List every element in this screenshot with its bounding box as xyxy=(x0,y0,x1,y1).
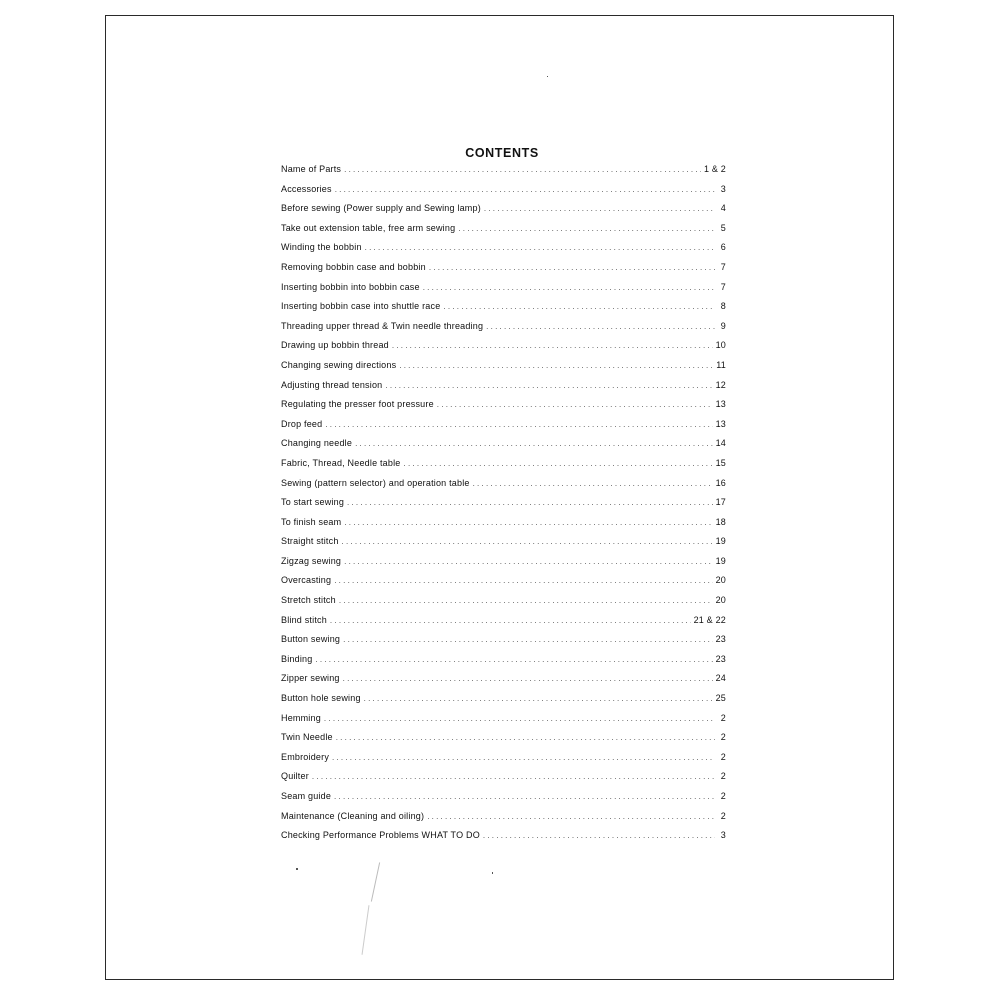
dot-leader xyxy=(312,772,715,781)
toc-entry xyxy=(281,536,726,556)
toc-entry xyxy=(281,360,726,380)
toc-entry-page: 4 xyxy=(720,203,726,214)
toc-entry-page: 17 xyxy=(715,497,726,508)
toc-entry xyxy=(281,282,726,302)
toc-entry-label: Zipper sewing xyxy=(281,673,340,684)
dot-leader xyxy=(342,537,713,546)
toc-entry-page: 8 xyxy=(720,301,726,312)
toc-entry xyxy=(281,184,726,204)
toc-entry-label: Blind stitch xyxy=(281,614,327,625)
dot-leader xyxy=(330,616,691,625)
toc-entry xyxy=(281,556,726,576)
dot-leader xyxy=(483,831,715,840)
dot-leader xyxy=(484,204,715,213)
dot-leader xyxy=(404,459,713,468)
dot-leader xyxy=(343,635,712,644)
toc-entry xyxy=(281,262,726,282)
toc-entry-label: Inserting bobbin case into shuttle race xyxy=(281,301,441,312)
toc-entry-page: 2 xyxy=(720,712,726,723)
toc-entry xyxy=(281,340,726,360)
toc-entry-label: Hemming xyxy=(281,712,321,723)
toc-entry-label: Binding xyxy=(281,653,313,664)
toc-entry-page: 16 xyxy=(715,477,726,488)
dot-leader xyxy=(332,753,715,762)
toc-entry-page: 2 xyxy=(720,751,726,762)
toc-entry-label: Removing bobbin case and bobbin xyxy=(281,261,426,272)
toc-entry-label: Adjusting thread tension xyxy=(281,379,383,390)
toc-entry xyxy=(281,830,726,850)
toc-entry xyxy=(281,458,726,478)
toc-entry xyxy=(281,478,726,498)
toc-entry-page: 13 xyxy=(715,399,726,410)
toc-entry-page: 20 xyxy=(715,575,726,586)
toc-entry-page: 24 xyxy=(715,673,726,684)
toc-entry-label: Before sewing (Power supply and Sewing lamp) xyxy=(281,203,481,214)
toc-entry-page: 3 xyxy=(720,183,726,194)
toc-entry-label: Name of Parts xyxy=(281,164,342,174)
toc-entry-page: 2 xyxy=(720,771,726,782)
dot-leader xyxy=(399,361,713,370)
toc-entry xyxy=(281,419,726,439)
toc-entry xyxy=(281,634,726,654)
toc-entry-label: To finish seam xyxy=(281,516,342,527)
scan-speck xyxy=(296,868,298,870)
page-title: CONTENTS xyxy=(465,146,539,160)
toc-entry-label: Changing sewing directions xyxy=(281,359,397,370)
toc-entry-page: 14 xyxy=(715,438,726,449)
toc-entry xyxy=(281,713,726,733)
toc-entry-label: Sewing (pattern selector) and operation table xyxy=(281,477,470,488)
toc-entry-page: 18 xyxy=(715,516,726,527)
dot-leader xyxy=(347,498,713,507)
toc-entry-label: Overcasting xyxy=(281,575,332,586)
toc-entry-label: Drawing up bobbin thread xyxy=(281,340,389,351)
dot-leader xyxy=(336,733,715,742)
toc-entry xyxy=(281,771,726,791)
toc-entry-label: Button sewing xyxy=(281,634,341,645)
toc-entry-page: 19 xyxy=(715,536,726,547)
dot-leader xyxy=(344,518,712,527)
toc-entry-page: 7 xyxy=(720,261,726,272)
toc-entry xyxy=(281,811,726,831)
toc-entry-label: Threading upper thread & Twin needle threading xyxy=(281,320,484,331)
dot-leader xyxy=(339,596,713,605)
table-of-contents xyxy=(281,164,726,850)
toc-entry xyxy=(281,615,726,635)
toc-entry-label: Twin Needle xyxy=(281,732,333,743)
toc-entry xyxy=(281,203,726,223)
dot-leader xyxy=(364,694,713,703)
dot-leader xyxy=(385,381,712,390)
toc-entry-label: Checking Performance Problems WHAT TO DO xyxy=(281,830,480,841)
toc-entry-page: 1 & 2 xyxy=(703,164,726,174)
toc-entry-page: 25 xyxy=(715,693,726,704)
toc-entry xyxy=(281,752,726,772)
toc-entry xyxy=(281,497,726,517)
toc-entry-page: 11 xyxy=(716,359,726,370)
dot-leader xyxy=(335,185,715,194)
dot-leader xyxy=(427,812,715,821)
toc-entry-label: Embroidery xyxy=(281,751,330,762)
toc-entry-label: Changing needle xyxy=(281,438,353,449)
toc-entry-label: Drop feed xyxy=(281,418,323,429)
toc-entry-page: 19 xyxy=(715,555,726,566)
toc-entry-page: 3 xyxy=(720,830,726,841)
dot-leader xyxy=(437,400,713,409)
toc-entry xyxy=(281,438,726,458)
toc-entry xyxy=(281,791,726,811)
toc-entry-page: 23 xyxy=(715,634,726,645)
toc-entry-page: 20 xyxy=(715,595,726,606)
scan-speck xyxy=(547,76,548,77)
toc-entry-label: Quilter xyxy=(281,771,309,782)
dot-leader xyxy=(473,479,713,488)
dot-leader xyxy=(334,576,712,585)
toc-entry xyxy=(281,575,726,595)
toc-entry-page: 7 xyxy=(720,281,726,292)
toc-entry-label: Stretch stitch xyxy=(281,595,336,606)
scan-speck xyxy=(492,872,493,874)
toc-entry-page: 2 xyxy=(720,732,726,743)
toc-entry xyxy=(281,164,726,184)
dot-leader xyxy=(429,263,715,272)
toc-entry-label: Seam guide xyxy=(281,791,332,801)
toc-entry-page: 23 xyxy=(715,653,726,664)
toc-entry xyxy=(281,301,726,321)
toc-entry xyxy=(281,321,726,341)
toc-entry xyxy=(281,242,726,262)
dot-leader xyxy=(458,224,715,233)
dot-leader xyxy=(344,557,712,566)
dot-leader xyxy=(392,341,713,350)
toc-entry-label: Accessories xyxy=(281,183,332,194)
toc-entry-page: 2 xyxy=(720,791,726,801)
dot-leader xyxy=(423,283,715,292)
toc-entry xyxy=(281,595,726,615)
toc-entry xyxy=(281,223,726,243)
dot-leader xyxy=(315,655,712,664)
toc-entry-page: 5 xyxy=(720,222,726,233)
toc-entry xyxy=(281,673,726,693)
toc-entry-page: 9 xyxy=(720,320,726,331)
dot-leader xyxy=(334,792,715,801)
toc-entry xyxy=(281,380,726,400)
toc-entry xyxy=(281,693,726,713)
dot-leader xyxy=(344,165,701,174)
toc-entry xyxy=(281,399,726,419)
dot-leader xyxy=(325,420,712,429)
dot-leader xyxy=(343,674,713,683)
toc-entry-page: 2 xyxy=(720,810,726,821)
toc-entry-label: Fabric, Thread, Needle table xyxy=(281,457,401,468)
toc-entry-label: Winding the bobbin xyxy=(281,242,362,253)
toc-entry-page: 13 xyxy=(715,418,726,429)
toc-entry-label: Maintenance (Cleaning and oiling) xyxy=(281,810,425,821)
dot-leader xyxy=(486,322,715,331)
dot-leader xyxy=(443,302,715,311)
dot-leader xyxy=(365,243,715,252)
toc-entry-page: 12 xyxy=(715,379,726,390)
toc-entry xyxy=(281,517,726,537)
toc-entry-label: Straight stitch xyxy=(281,536,339,547)
toc-entry xyxy=(281,654,726,674)
toc-entry-page: 15 xyxy=(715,457,726,468)
toc-entry-label: Button hole sewing xyxy=(281,693,361,704)
toc-entry-label: To start sewing xyxy=(281,497,345,508)
toc-entry-page: 6 xyxy=(720,242,726,253)
toc-entry-label: Zigzag sewing xyxy=(281,555,342,566)
toc-entry xyxy=(281,732,726,752)
dot-leader xyxy=(324,714,715,723)
toc-entry-label: Regulating the presser foot pressure xyxy=(281,399,434,410)
toc-entry-label: Take out extension table, free arm sewing xyxy=(281,222,456,233)
dot-leader xyxy=(355,439,713,448)
toc-entry-page: 21 & 22 xyxy=(693,614,726,625)
toc-entry-label: Inserting bobbin into bobbin case xyxy=(281,281,420,292)
toc-entry-page: 10 xyxy=(715,340,726,351)
